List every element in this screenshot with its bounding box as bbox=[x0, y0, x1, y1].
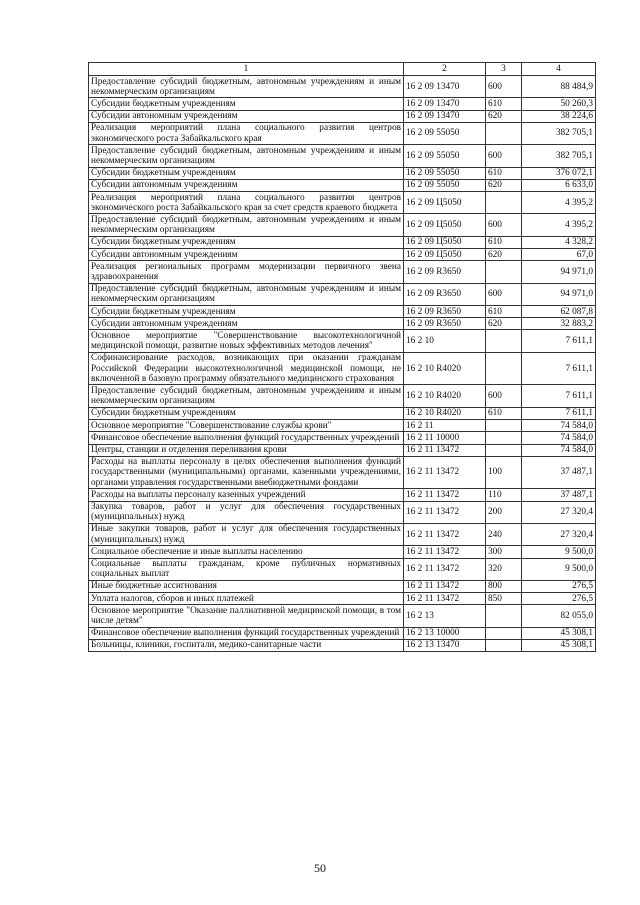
row-name-cell: Финансовое обеспечение выполнения функций государственных учреждений bbox=[89, 627, 404, 639]
row-code-cell: 16 2 09 R3650 bbox=[404, 318, 486, 330]
row-code-cell: 16 2 09 55050 bbox=[404, 122, 486, 144]
row-name-cell: Финансовое обеспечение выполнения функций государственных учреждений bbox=[89, 432, 404, 444]
row-code-cell: 16 2 09 Ц5050 bbox=[404, 214, 486, 236]
row-code-cell: 16 2 09 Ц5050 bbox=[404, 236, 486, 248]
row-code-cell: 16 2 09 55050 bbox=[404, 179, 486, 191]
table-row bbox=[89, 214, 596, 236]
row-vr-cell: 600 bbox=[486, 385, 522, 407]
row-code-cell: 16 2 11 13472 bbox=[404, 558, 486, 580]
row-vr-cell: 610 bbox=[486, 98, 522, 110]
row-sum-cell: 94 971,0 bbox=[522, 261, 596, 283]
row-sum-cell: 6 633,0 bbox=[522, 179, 596, 191]
row-name-cell: Центры, станции и отделения переливания крови bbox=[89, 444, 404, 456]
row-vr-cell: 100 bbox=[486, 456, 522, 489]
row-sum-cell: 74 584,0 bbox=[522, 420, 596, 432]
row-name-cell: Расходы на выплаты персоналу в целях обеспечения выполнения функций государственными (муниципальными) органами, казенными учреждениями, органами управления государственными внебюджетными фондами bbox=[89, 456, 404, 489]
row-code-cell: 16 2 09 R3650 bbox=[404, 306, 486, 318]
row-vr-cell: 200 bbox=[486, 501, 522, 523]
table-row bbox=[89, 444, 596, 456]
row-sum-cell: 9 500,0 bbox=[522, 546, 596, 558]
row-code-cell: 16 2 10 R4020 bbox=[404, 407, 486, 419]
row-vr-cell bbox=[486, 192, 522, 214]
row-vr-cell: 600 bbox=[486, 214, 522, 236]
row-code-cell: 16 2 11 bbox=[404, 420, 486, 432]
row-code-cell: 16 2 09 13470 bbox=[404, 98, 486, 110]
row-code-cell: 16 2 09 55050 bbox=[404, 167, 486, 179]
table-row bbox=[89, 306, 596, 318]
table-row bbox=[89, 330, 596, 352]
row-code-cell: 16 2 09 Ц5050 bbox=[404, 192, 486, 214]
row-sum-cell: 37 487,1 bbox=[522, 456, 596, 489]
table-row bbox=[89, 580, 596, 592]
table-row bbox=[89, 420, 596, 432]
row-name-cell: Предоставление субсидий бюджетным, автономным учреждениям и иным некоммерческим организациям bbox=[89, 145, 404, 167]
row-name-cell: Субсидии автономным учреждениям bbox=[89, 318, 404, 330]
row-vr-cell: 320 bbox=[486, 558, 522, 580]
row-sum-cell: 7 611,1 bbox=[522, 407, 596, 419]
row-code-cell: 16 2 11 13472 bbox=[404, 489, 486, 501]
row-name-cell: Основное мероприятие "Совершенствование службы крови" bbox=[89, 420, 404, 432]
table-row bbox=[89, 605, 596, 627]
row-sum-cell: 27 320,4 bbox=[522, 523, 596, 545]
row-sum-cell: 32 883,2 bbox=[522, 318, 596, 330]
row-name-cell: Основное мероприятие "Совершенствование высокотехнологичной медицинской помощи, развитие новых эффективных методов лечения" bbox=[89, 330, 404, 352]
table-row bbox=[89, 501, 596, 523]
row-code-cell: 16 2 10 R4020 bbox=[404, 385, 486, 407]
page-number: 50 bbox=[314, 861, 326, 875]
row-code-cell: 16 2 11 13472 bbox=[404, 501, 486, 523]
row-code-cell: 16 2 09 Ц5050 bbox=[404, 249, 486, 261]
row-sum-cell: 4 395,2 bbox=[522, 214, 596, 236]
row-name-cell: Субсидии бюджетным учреждениям bbox=[89, 167, 404, 179]
row-code-cell: 16 2 09 R3650 bbox=[404, 261, 486, 283]
row-vr-cell bbox=[486, 639, 522, 651]
table-row bbox=[89, 489, 596, 501]
row-sum-cell: 37 487,1 bbox=[522, 489, 596, 501]
row-vr-cell bbox=[486, 261, 522, 283]
table-row bbox=[89, 261, 596, 283]
row-vr-cell: 600 bbox=[486, 76, 522, 98]
row-code-cell: 16 2 11 13472 bbox=[404, 546, 486, 558]
row-name-cell: Реализация мероприятий плана социального развития центров экономического роста Забайкальского края за счет средств краевого бюджета bbox=[89, 192, 404, 214]
row-code-cell: 16 2 13 bbox=[404, 605, 486, 627]
row-name-cell: Субсидии бюджетным учреждениям bbox=[89, 236, 404, 248]
row-vr-cell bbox=[486, 330, 522, 352]
table-row bbox=[89, 558, 596, 580]
row-sum-cell: 276,5 bbox=[522, 593, 596, 605]
row-sum-cell: 382 705,1 bbox=[522, 145, 596, 167]
row-code-cell: 16 2 13 13470 bbox=[404, 639, 486, 651]
table-row bbox=[89, 385, 596, 407]
row-vr-cell: 610 bbox=[486, 306, 522, 318]
row-vr-cell: 620 bbox=[486, 318, 522, 330]
row-sum-cell: 50 260,3 bbox=[522, 98, 596, 110]
row-sum-cell: 62 087,8 bbox=[522, 306, 596, 318]
row-name-cell: Субсидии бюджетным учреждениям bbox=[89, 407, 404, 419]
row-vr-cell: 300 bbox=[486, 546, 522, 558]
row-sum-cell: 4 395,2 bbox=[522, 192, 596, 214]
row-sum-cell: 382 705,1 bbox=[522, 122, 596, 144]
table-row bbox=[89, 249, 596, 261]
table-row bbox=[89, 352, 596, 385]
row-code-cell: 16 2 09 R3650 bbox=[404, 283, 486, 305]
row-code-cell: 16 2 11 13472 bbox=[404, 444, 486, 456]
row-name-cell: Предоставление субсидий бюджетным, автономным учреждениям и иным некоммерческим организациям bbox=[89, 385, 404, 407]
row-sum-cell: 7 611,1 bbox=[522, 385, 596, 407]
row-sum-cell: 38 224,6 bbox=[522, 110, 596, 122]
row-name-cell: Уплата налогов, сборов и иных платежей bbox=[89, 593, 404, 605]
table-row bbox=[89, 639, 596, 651]
row-vr-cell: 600 bbox=[486, 283, 522, 305]
table-row bbox=[89, 192, 596, 214]
row-name-cell: Софинансирование расходов, возникающих при оказании гражданам Российской Федерации высокотехнологичной медицинской помощи, не включенной в базовую программу обязательного медицинского страхования bbox=[89, 352, 404, 385]
row-code-cell: 16 2 11 10000 bbox=[404, 432, 486, 444]
row-code-cell: 16 2 09 55050 bbox=[404, 145, 486, 167]
row-name-cell: Закупка товаров, работ и услуг для обеспечения государственных (муниципальных) нужд bbox=[89, 501, 404, 523]
row-vr-cell: 240 bbox=[486, 523, 522, 545]
header-col-vr: 3 bbox=[486, 63, 522, 76]
table-row bbox=[89, 76, 596, 98]
table-row bbox=[89, 407, 596, 419]
row-vr-cell: 800 bbox=[486, 580, 522, 592]
row-sum-cell: 74 584,0 bbox=[522, 444, 596, 456]
row-vr-cell: 850 bbox=[486, 593, 522, 605]
table-row bbox=[89, 236, 596, 248]
row-name-cell: Социальное обеспечение и иные выплаты населению bbox=[89, 546, 404, 558]
table-row bbox=[89, 318, 596, 330]
row-name-cell: Субсидии автономным учреждениям bbox=[89, 249, 404, 261]
table-row bbox=[89, 167, 596, 179]
row-name-cell: Субсидии автономным учреждениям bbox=[89, 110, 404, 122]
table-row bbox=[89, 523, 596, 545]
row-name-cell: Реализация региональных программ модернизации первичного звена здравоохранения bbox=[89, 261, 404, 283]
row-vr-cell: 610 bbox=[486, 236, 522, 248]
table-row bbox=[89, 122, 596, 144]
row-name-cell: Реализация мероприятий плана социального развития центров экономического роста Забайкальского края bbox=[89, 122, 404, 144]
table-body bbox=[89, 76, 596, 652]
row-name-cell: Социальные выплаты гражданам, кроме публичных нормативных социальных выплат bbox=[89, 558, 404, 580]
row-name-cell: Основное мероприятие "Оказание паллиативной медицинской помощи, в том числе детям" bbox=[89, 605, 404, 627]
row-vr-cell: 620 bbox=[486, 179, 522, 191]
row-sum-cell: 276,5 bbox=[522, 580, 596, 592]
table-row bbox=[89, 283, 596, 305]
row-sum-cell: 9 500,0 bbox=[522, 558, 596, 580]
row-vr-cell bbox=[486, 605, 522, 627]
header-col-name: 1 bbox=[89, 63, 404, 76]
row-vr-cell bbox=[486, 432, 522, 444]
table-header-row bbox=[89, 63, 596, 76]
row-sum-cell: 376 072,1 bbox=[522, 167, 596, 179]
table-row bbox=[89, 179, 596, 191]
row-sum-cell: 7 611,1 bbox=[522, 352, 596, 385]
budget-table bbox=[88, 62, 596, 652]
table-row bbox=[89, 432, 596, 444]
row-code-cell: 16 2 11 13472 bbox=[404, 456, 486, 489]
row-vr-cell bbox=[486, 420, 522, 432]
row-name-cell: Субсидии бюджетным учреждениям bbox=[89, 306, 404, 318]
row-sum-cell: 74 584,0 bbox=[522, 432, 596, 444]
table-row bbox=[89, 98, 596, 110]
row-code-cell: 16 2 11 13472 bbox=[404, 523, 486, 545]
row-sum-cell: 45 308,1 bbox=[522, 639, 596, 651]
row-vr-cell: 600 bbox=[486, 145, 522, 167]
table-row bbox=[89, 627, 596, 639]
row-sum-cell: 27 320,4 bbox=[522, 501, 596, 523]
row-vr-cell: 620 bbox=[486, 110, 522, 122]
header-col-code: 2 bbox=[404, 63, 486, 76]
row-sum-cell: 7 611,1 bbox=[522, 330, 596, 352]
row-name-cell: Иные закупки товаров, работ и услуг для обеспечения государственных (муниципальных) нужд bbox=[89, 523, 404, 545]
row-vr-cell bbox=[486, 122, 522, 144]
row-code-cell: 16 2 11 13472 bbox=[404, 593, 486, 605]
row-name-cell: Субсидии бюджетным учреждениям bbox=[89, 98, 404, 110]
row-name-cell: Предоставление субсидий бюджетным, автономным учреждениям и иным некоммерческим организациям bbox=[89, 214, 404, 236]
row-vr-cell: 610 bbox=[486, 167, 522, 179]
row-code-cell: 16 2 09 13470 bbox=[404, 110, 486, 122]
row-sum-cell: 67,0 bbox=[522, 249, 596, 261]
row-code-cell: 16 2 11 13472 bbox=[404, 580, 486, 592]
row-sum-cell: 94 971,0 bbox=[522, 283, 596, 305]
row-name-cell: Предоставление субсидий бюджетным, автономным учреждениям и иным некоммерческим организациям bbox=[89, 76, 404, 98]
row-sum-cell: 45 308,1 bbox=[522, 627, 596, 639]
row-sum-cell: 82 055,0 bbox=[522, 605, 596, 627]
row-vr-cell: 620 bbox=[486, 249, 522, 261]
row-name-cell: Иные бюджетные ассигнования bbox=[89, 580, 404, 592]
row-vr-cell bbox=[486, 627, 522, 639]
row-vr-cell: 110 bbox=[486, 489, 522, 501]
row-code-cell: 16 2 09 13470 bbox=[404, 76, 486, 98]
row-code-cell: 16 2 10 bbox=[404, 330, 486, 352]
row-name-cell: Субсидии автономным учреждениям bbox=[89, 179, 404, 191]
row-name-cell: Больницы, клиники, госпитали, медико-санитарные части bbox=[89, 639, 404, 651]
row-vr-cell bbox=[486, 352, 522, 385]
row-code-cell: 16 2 10 R4020 bbox=[404, 352, 486, 385]
row-name-cell: Предоставление субсидий бюджетным, автономным учреждениям и иным некоммерческим организациям bbox=[89, 283, 404, 305]
row-vr-cell: 610 bbox=[486, 407, 522, 419]
row-sum-cell: 4 328,2 bbox=[522, 236, 596, 248]
row-code-cell: 16 2 13 10000 bbox=[404, 627, 486, 639]
row-sum-cell: 88 484,9 bbox=[522, 76, 596, 98]
table-row bbox=[89, 593, 596, 605]
table-row bbox=[89, 546, 596, 558]
table-row bbox=[89, 456, 596, 489]
table-row bbox=[89, 145, 596, 167]
header-col-sum: 4 bbox=[522, 63, 596, 76]
row-vr-cell bbox=[486, 444, 522, 456]
budget-table-page bbox=[88, 62, 595, 652]
row-name-cell: Расходы на выплаты персоналу казенных учреждений bbox=[89, 489, 404, 501]
table-row bbox=[89, 110, 596, 122]
